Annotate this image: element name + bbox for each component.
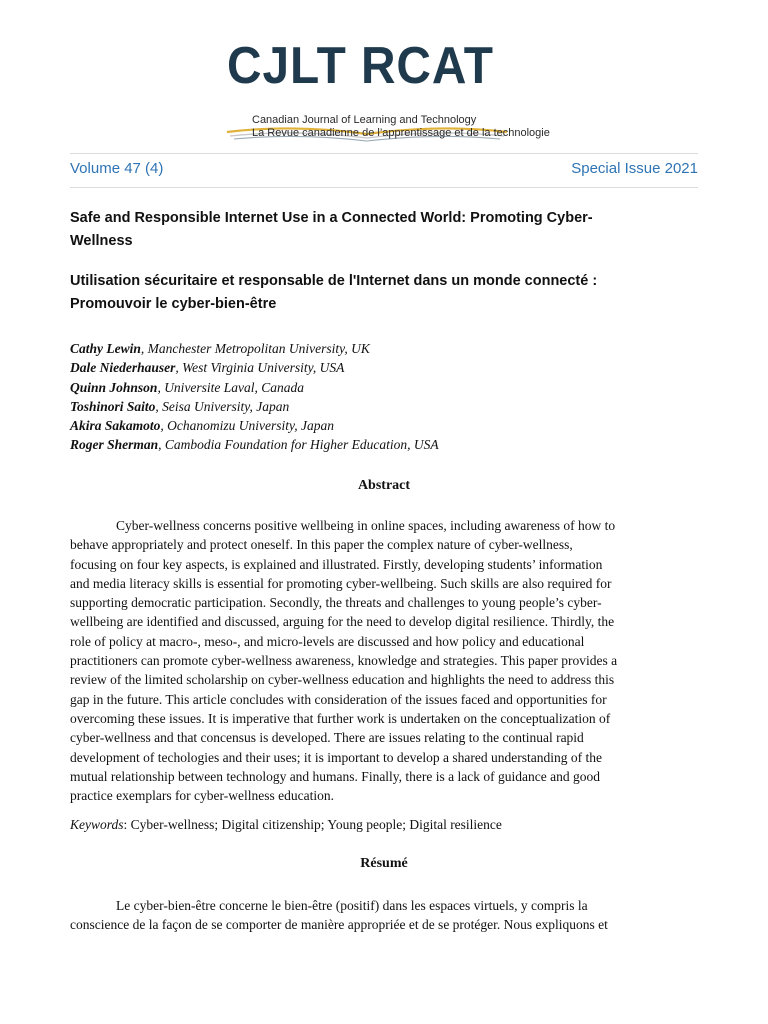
title-english: Safe and Responsible Internet Use in a Connected World: Promoting Cyber- Wellness bbox=[70, 210, 593, 249]
author-entry: Akira Sakamoto, Ochanomizu University, Japan bbox=[70, 418, 335, 434]
keywords-value: : Cyber-wellness; Digital citizenship; Young people; Digital resilience bbox=[123, 817, 502, 832]
special-issue-label: Special Issue 2021 bbox=[571, 160, 698, 177]
author-entry: Roger Sherman, Cambodia Foundation for Higher Education, USA bbox=[70, 437, 439, 453]
resume-heading: Résumé bbox=[360, 856, 408, 871]
author-entry: Cathy Lewin, Manchester Metropolitan University, UK bbox=[70, 341, 370, 356]
volume-label: Volume 47 (4) bbox=[70, 160, 164, 177]
header-rule-bottom bbox=[70, 187, 698, 188]
title-french: Utilisation sécuritaire et responsable de l'Internet dans un monde connecté : Promouvoir le cyber-bien-être bbox=[70, 273, 598, 312]
logo-wordmark: CJLT RCAT bbox=[227, 37, 494, 95]
journal-name-en: Canadian Journal of Learning and Technology bbox=[252, 114, 477, 126]
author-entry: Toshinori Saito, Seisa University, Japan bbox=[70, 398, 290, 414]
author-list bbox=[70, 339, 690, 455]
header-rule-top bbox=[70, 153, 698, 154]
abstract-heading: Abstract bbox=[357, 478, 411, 493]
journal-name-fr: La Revue canadienne de l’apprentissage et de la technologie bbox=[252, 127, 550, 139]
abstract-body: Cyber-wellness concerns positive wellbeing in online spaces, including awareness of how to behave appropriately and protect oneself. In this paper the complex nature of cyber-wellness, focusing on four key aspects, is explained and illustrated. Firstly, developing students’ information and media literacy skills is essential for promoting cyber-wellbeing. Such skills are also required for supporting democratic participation. Secondly, the threats and challenges to young people’s cyber- wellbeing are identified and discussed, arguing for the need to develop digital resilience. Thirdly, the role of policy at macro-, meso-, and micro-levels are discussed and how policy and educational practitioners can promote cyber-wellness awareness, knowledge and strategies. This paper provides a review of the limited scholarship on cyber-wellness education and highlights the need to address this gap in the future. This article concludes with consideration of the issues faced and opportunities for overcoming these issues. It is imperative that further work is undertaken on the conceptualization of cyber-wellness and that concensus is developed. There are issues relating to the continual rapid development of techologies and their uses; it is important to develop a shared understanding of the mutual relationship between technology and humans. Finally, there is a lack of guidance and good practice exemplars for cyber-wellness education. bbox=[70, 518, 618, 804]
resume-body: Le cyber-bien-être concerne le bien-être (positif) dans les espaces virtuels, y compris la conscience de la façon de se comporter de manière appropriée et de se protéger. Nous expliquons et bbox=[70, 898, 608, 933]
keywords-label: Keywords bbox=[70, 817, 124, 832]
keywords bbox=[70, 815, 698, 834]
issue-info bbox=[70, 158, 698, 184]
author-entry: Dale Niederhauser, West Virginia University, USA bbox=[70, 360, 345, 376]
author-entry: Quinn Johnson, Universite Laval, Canada bbox=[70, 379, 305, 395]
journal-logo bbox=[222, 36, 550, 144]
